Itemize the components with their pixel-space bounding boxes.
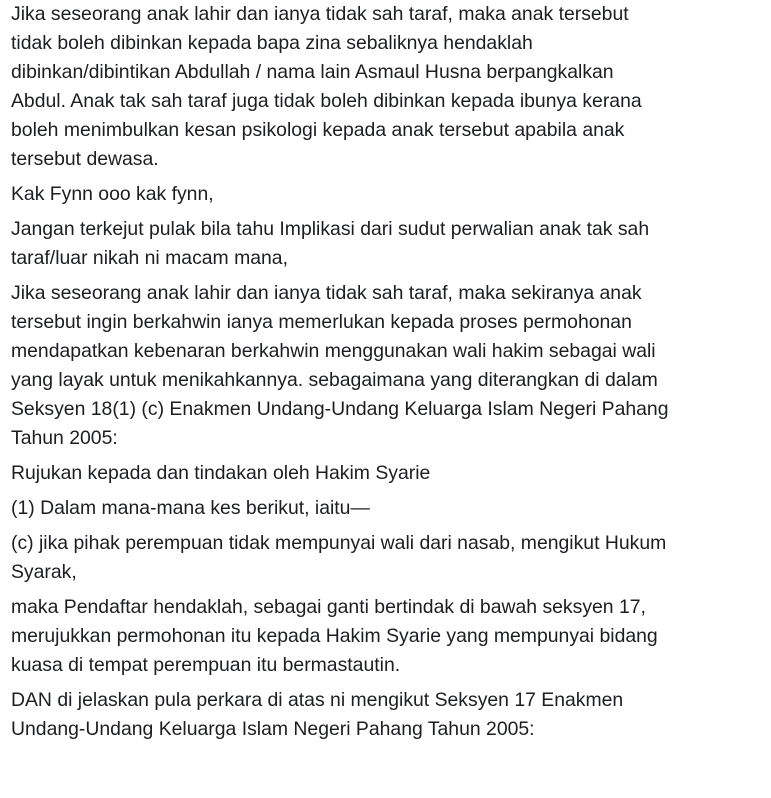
text-line: Rujukan kepada dan tindakan oleh Hakim Syarie <box>11 462 431 484</box>
paragraph-5 <box>11 459 763 488</box>
text-line: dibinkan/dibintikan Abdullah / nama lain Asmaul Husna berpangkalkan <box>11 61 614 83</box>
text-line: Jika seseorang anak lahir dan ianya tidak sah taraf, maka anak tersebut <box>11 3 629 25</box>
paragraph-2 <box>11 180 763 209</box>
paragraph-9 <box>11 686 763 744</box>
paragraph-1 <box>11 0 763 174</box>
text-line: Kak Fynn ooo kak fynn, <box>11 183 214 205</box>
text-line: DAN di jelaskan pula perkara di atas ni mengikut Seksyen 17 Enakmen <box>11 689 624 711</box>
text-line: Jangan terkejut pulak bila tahu Implikasi dari sudut perwalian anak tak sah <box>11 218 650 240</box>
text-line: yang layak untuk menikahkannya. sebagaimana yang diterangkan di dalam <box>11 369 658 391</box>
text-line: (1) Dalam mana-mana kes berikut, iaitu— <box>11 497 370 519</box>
text-line: kuasa di tempat perempuan itu bermastautin. <box>11 654 401 676</box>
post-body <box>11 0 763 750</box>
text-line: taraf/luar nikah ni macam mana, <box>11 247 288 269</box>
text-line: maka Pendaftar hendaklah, sebagai ganti bertindak di bawah seksyen 17, <box>11 596 646 618</box>
paragraph-3 <box>11 215 763 273</box>
text-line: (c) jika pihak perempuan tidak mempunyai wali dari nasab, mengikut Hukum <box>11 532 667 554</box>
text-line: mendapatkan kebenaran berkahwin menggunakan wali hakim sebagai wali <box>11 340 656 362</box>
text-line: Jika seseorang anak lahir dan ianya tidak sah taraf, maka sekiranya anak <box>11 282 642 304</box>
text-line: tersebut ingin berkahwin ianya memerlukan kepada proses permohonan <box>11 311 632 333</box>
text-line: tidak boleh dibinkan kepada bapa zina sebaliknya hendaklah <box>11 32 533 54</box>
paragraph-6 <box>11 494 763 523</box>
text-line: boleh menimbulkan kesan psikologi kepada anak tersebut apabila anak <box>11 119 625 141</box>
text-line: Syarak, <box>11 561 77 583</box>
text-line: Abdul. Anak tak sah taraf juga tidak boleh dibinkan kepada ibunya kerana <box>11 90 642 112</box>
text-line: tersebut dewasa. <box>11 148 159 170</box>
paragraph-7 <box>11 529 763 587</box>
text-line: merujukkan permohonan itu kepada Hakim Syarie yang mempunyai bidang <box>11 625 658 647</box>
text-line: Tahun 2005: <box>11 427 118 449</box>
paragraph-4 <box>11 279 763 453</box>
text-line: Undang-Undang Keluarga Islam Negeri Pahang Tahun 2005: <box>11 718 535 740</box>
paragraph-8 <box>11 593 763 680</box>
text-line: Seksyen 18(1) (c) Enakmen Undang-Undang Keluarga Islam Negeri Pahang <box>11 398 669 420</box>
